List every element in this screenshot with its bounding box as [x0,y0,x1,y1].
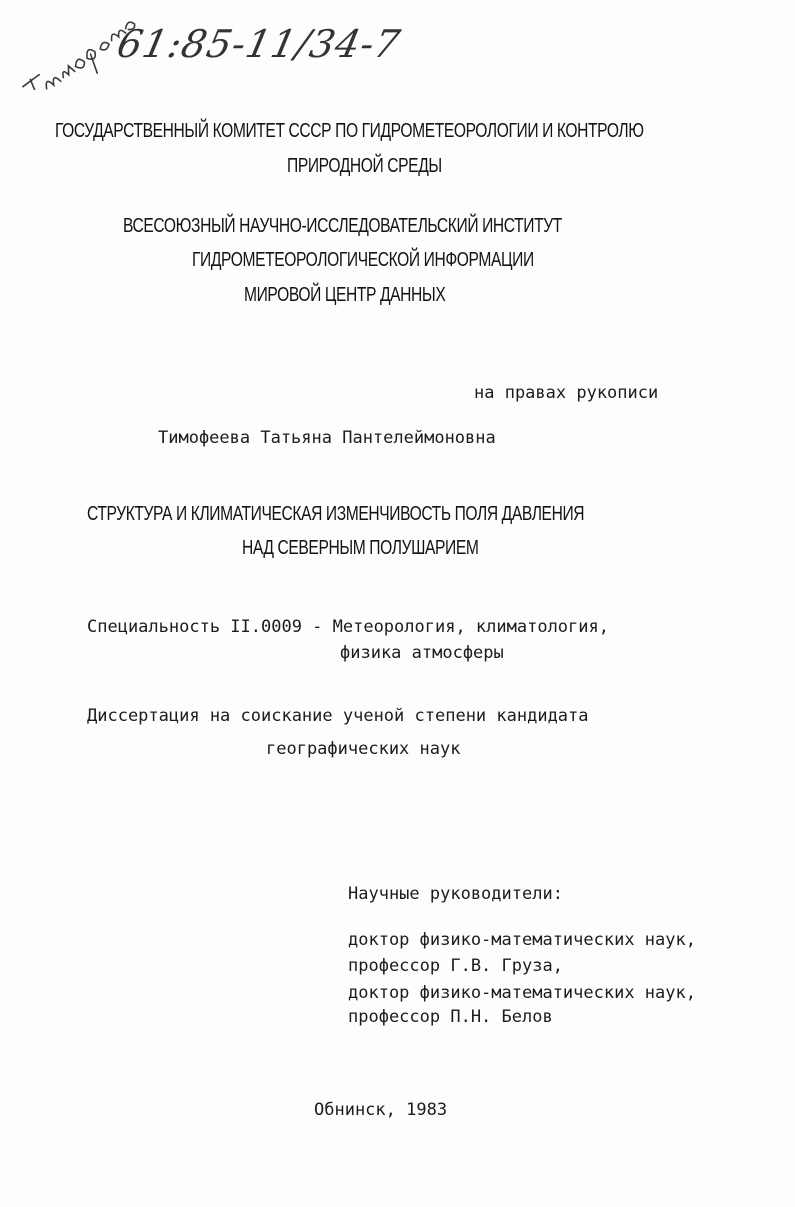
dissertation-title-line1: СТРУКТУРА И КЛИМАТИЧЕСКАЯ ИЗМЕНЧИВОСТЬ ПОЛЯ ДАВЛЕНИЯ [87,503,585,525]
institute-name-line3: МИРОВОЙ ЦЕНТР ДАННЫХ [244,284,446,306]
committee-name-line2: ПРИРОДНОЙ СРЕДЫ [287,155,442,177]
supervisor-2-degree: доктор физико-математических наук, [348,983,696,1003]
degree-line1: Диссертация на соискание ученой степени кандидата [87,706,589,726]
institute-name-line1: ВСЕСОЮЗНЫЙ НАУЧНО-ИССЛЕДОВАТЕЛЬСКИЙ ИНСТИТУТ [123,215,562,237]
specialty-line1: Специальность II.0009 - Метеорология, климатология, [87,617,609,637]
place-and-year: Обнинск, 1983 [314,1100,448,1120]
archive-number-handwritten: 61:85-11/34-7 [113,22,405,66]
supervisor-1-name: профессор Г.В. Груза, [348,956,563,976]
committee-name-line1: ГОСУДАРСТВЕННЫЙ КОМИТЕТ СССР ПО ГИДРОМЕТЕОРОЛОГИИ И КОНТРОЛЮ [55,120,644,142]
specialty-line2: физика атмосферы [340,643,504,663]
manuscript-rights-note: на правах рукописи [474,383,659,403]
supervisors-heading: Научные руководители: [348,884,563,904]
degree-line2: географических наук [266,739,461,759]
dissertation-title-line2: НАД СЕВЕРНЫМ ПОЛУШАРИЕМ [242,537,479,559]
supervisor-1-degree: доктор физико-математических наук, [348,930,696,950]
institute-name-line2: ГИДРОМЕТЕОРОЛОГИЧЕСКОЙ ИНФОРМАЦИИ [192,249,534,271]
author-name: Тимофеева Татьяна Пантелеймоновна [158,428,496,448]
supervisor-2-name: профессор П.Н. Белов [348,1007,553,1027]
